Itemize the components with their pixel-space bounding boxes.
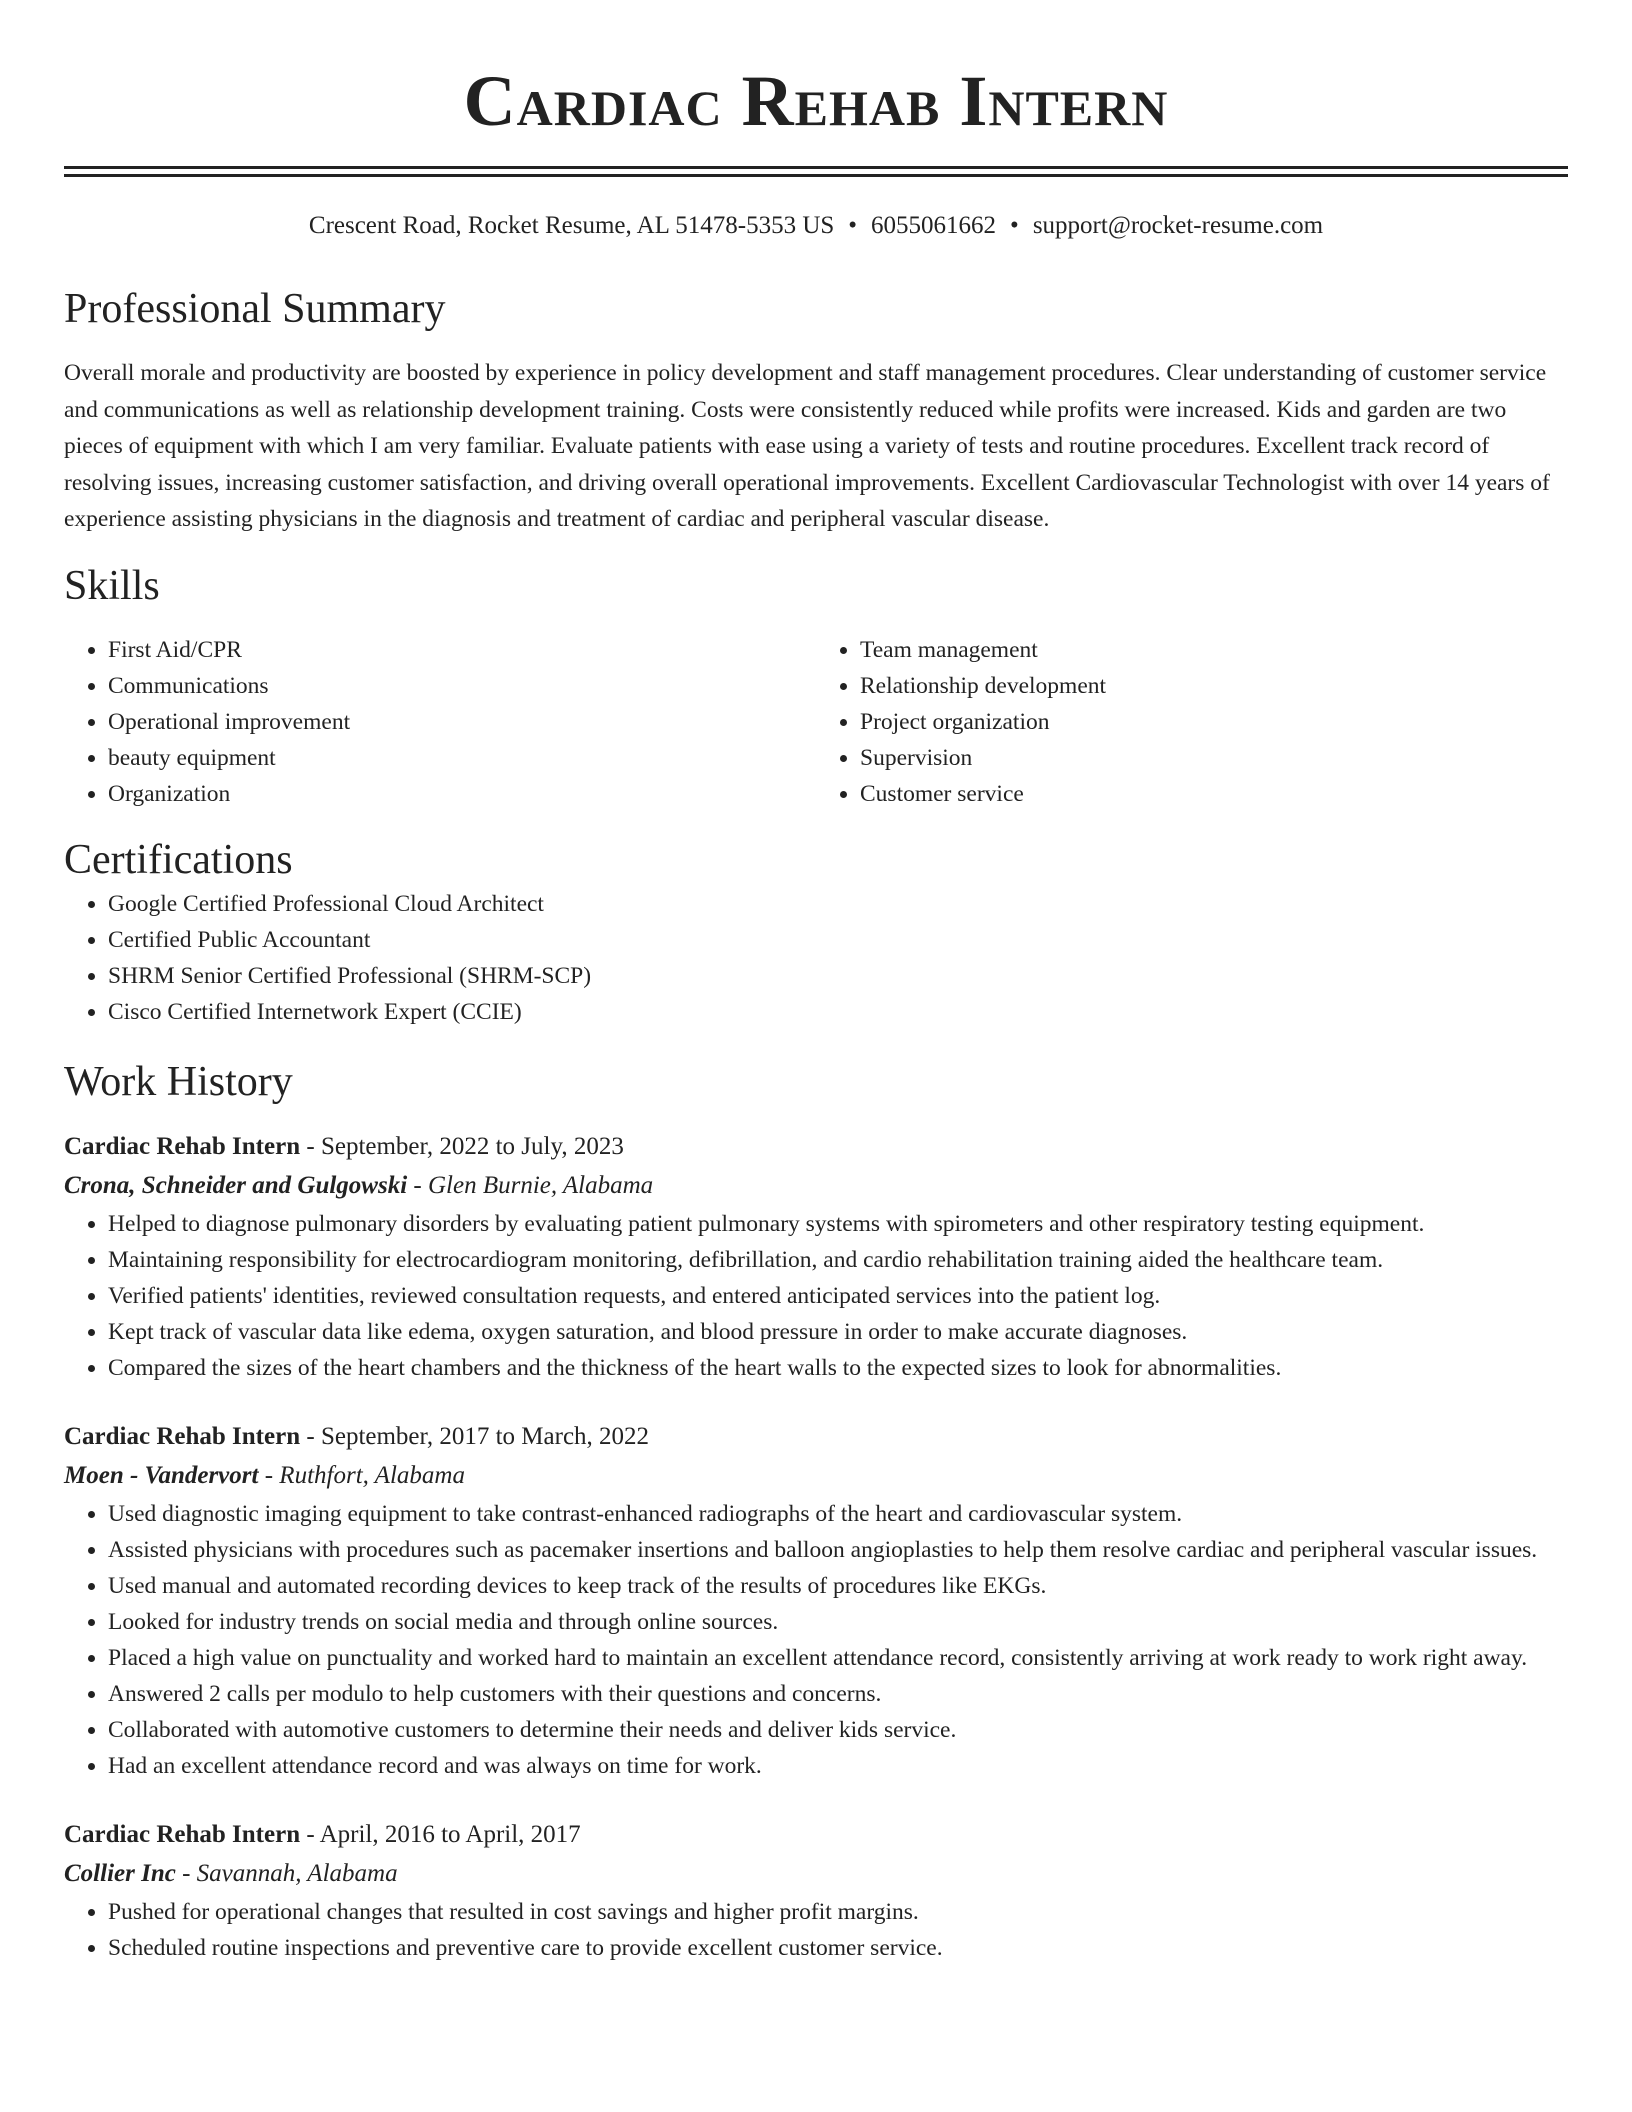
job-entry <box>64 1418 1568 1784</box>
job-dash: - <box>300 1820 320 1848</box>
job-bullets <box>64 1496 1568 1784</box>
job-dates: September, 2022 to July, 2023 <box>320 1132 624 1160</box>
job-dates: April, 2016 to April, 2017 <box>319 1820 581 1848</box>
job-bullet: • Assisted physicians with procedures such as pacemaker insertions and balloon angioplasties to help them resolve cardiac and peripheral vascular issues. <box>108 1532 1568 1568</box>
skill-item: • Project organization <box>860 704 1568 740</box>
skill-item: • beauty equipment <box>108 740 816 776</box>
contact-phone: 6055061662 <box>871 212 997 239</box>
skills-grid <box>64 632 1568 812</box>
job-dates: September, 2017 to March, 2022 <box>320 1422 650 1450</box>
contact-separator: • <box>1010 212 1019 239</box>
work-history-heading: Work History <box>64 1058 293 1105</box>
job-bullet: • Answered 2 calls per modulo to help customers with their questions and concerns. <box>108 1676 1568 1712</box>
contact-email: support@rocket-resume.com <box>1032 212 1324 239</box>
skill-item: • Team management <box>860 632 1568 668</box>
job-title: Cardiac Rehab Intern <box>64 1820 301 1848</box>
skills-list-left <box>64 632 816 812</box>
job-bullet: • Compared the sizes of the heart chambers and the thickness of the heart walls to the expected sizes to look for abnormalities. <box>108 1350 1568 1386</box>
job-bullet: • Verified patients' identities, reviewed consultation requests, and entered anticipated services into the patient log. <box>108 1278 1568 1314</box>
job-entry <box>64 1128 1568 1386</box>
job-bullet: • Kept track of vascular data like edema, oxygen saturation, and blood pressure in order to make accurate diagnoses. <box>108 1314 1568 1350</box>
job-bullets <box>64 1894 1568 1966</box>
job-bullet: • Helped to diagnose pulmonary disorders by evaluating patient pulmonary systems with spirometers and other respiratory testing equipment. <box>108 1206 1568 1242</box>
skill-item: • Operational improvement <box>108 704 816 740</box>
skill-item: • Relationship development <box>860 668 1568 704</box>
skill-item: • Communications <box>108 668 816 704</box>
certification-item: • Google Certified Professional Cloud Architect <box>108 886 1568 922</box>
job-bullet: • Looked for industry trends on social media and through online sources. <box>108 1604 1568 1640</box>
certifications-heading: Certifications <box>64 836 293 883</box>
job-title-line <box>64 1418 1568 1456</box>
job-company-line <box>64 1854 1568 1894</box>
summary-heading: Professional Summary <box>64 286 446 332</box>
job-title: Cardiac Rehab Intern <box>64 1132 301 1160</box>
job-bullet: • Pushed for operational changes that resulted in cost savings and higher profit margins. <box>108 1894 1568 1930</box>
contact-line <box>64 209 1568 243</box>
skills-list-right <box>816 632 1568 812</box>
job-company: Crona, Schneider and Gulgowski <box>64 1171 408 1199</box>
job-bullet: • Had an excellent attendance record and was always on time for work. <box>108 1748 1568 1784</box>
certifications-list <box>64 886 1568 1030</box>
job-dash: - <box>258 1461 280 1489</box>
contact-separator: • <box>848 212 858 239</box>
job-bullet: • Placed a high value on punctuality and worked hard to maintain an excellent attendance record, consistently arriving at work ready to work right away. <box>108 1640 1568 1676</box>
job-bullet: • Scheduled routine inspections and preventive care to provide excellent customer service. <box>108 1930 1568 1966</box>
skill-item: • Supervision <box>860 740 1568 776</box>
certification-item: • SHRM Senior Certified Professional (SHRM-SCP) <box>108 958 1568 994</box>
title-double-rule <box>64 166 1568 177</box>
job-location: Savannah, Alabama <box>196 1859 398 1887</box>
job-title: Cardiac Rehab Intern <box>64 1422 301 1450</box>
contact-address: Crescent Road, Rocket Resume, AL 51478-5353 US <box>308 212 835 239</box>
job-company-line <box>64 1456 1568 1496</box>
job-title-line <box>64 1128 1568 1166</box>
job-location: Glen Burnie, Alabama <box>427 1171 654 1199</box>
certification-item: • Certified Public Accountant <box>108 922 1568 958</box>
job-location: Ruthfort, Alabama <box>279 1461 465 1489</box>
skill-item: • First Aid/CPR <box>108 632 816 668</box>
job-title-line <box>64 1816 1568 1854</box>
job-bullet: • Used manual and automated recording devices to keep track of the results of procedures like EKGs. <box>108 1568 1568 1604</box>
job-dash: - <box>175 1859 197 1887</box>
job-dash: - <box>407 1171 428 1199</box>
job-entry <box>64 1816 1568 1966</box>
skill-item: • Organization <box>108 776 816 812</box>
certification-item: • Cisco Certified Internetwork Expert (CCIE) <box>108 994 1568 1030</box>
job-company: Moen - Vandervort <box>64 1461 259 1489</box>
summary-text: Overall morale and productivity are boosted by experience in policy development and staff management procedures. Clear understanding of customer service and communications as well as relationship development training. Costs were consistently reduced while profits were increased. Kids and garden are two pieces of equipment with which I am very familiar. Evaluate patients with ease using a variety of tests and routine procedures. Excellent track record of resolving issues, increasing customer satisfaction, and driving overall operational improvements. Excellent Cardiovascular Technologist with over 14 years of experience assisting physicians in the diagnosis and treatment of cardiac and peripheral vascular disease. <box>64 360 1550 532</box>
job-bullet: • Maintaining responsibility for electrocardiogram monitoring, defibrillation, and cardio rehabilitation training aided the healthcare team. <box>108 1242 1568 1278</box>
resume-title: Cardiac Rehab Intern <box>463 61 1169 141</box>
job-bullet: • Used diagnostic imaging equipment to take contrast-enhanced radiographs of the heart and cardiovascular system. <box>108 1496 1568 1532</box>
skills-heading: Skills <box>64 562 160 609</box>
job-company: Collier Inc <box>64 1859 176 1887</box>
job-dash: - <box>300 1132 321 1160</box>
skill-item: • Customer service <box>860 776 1568 812</box>
job-company-line <box>64 1166 1568 1206</box>
job-dash: - <box>300 1422 321 1450</box>
job-bullet: • Collaborated with automotive customers to determine their needs and deliver kids service. <box>108 1712 1568 1748</box>
job-bullets <box>64 1206 1568 1386</box>
